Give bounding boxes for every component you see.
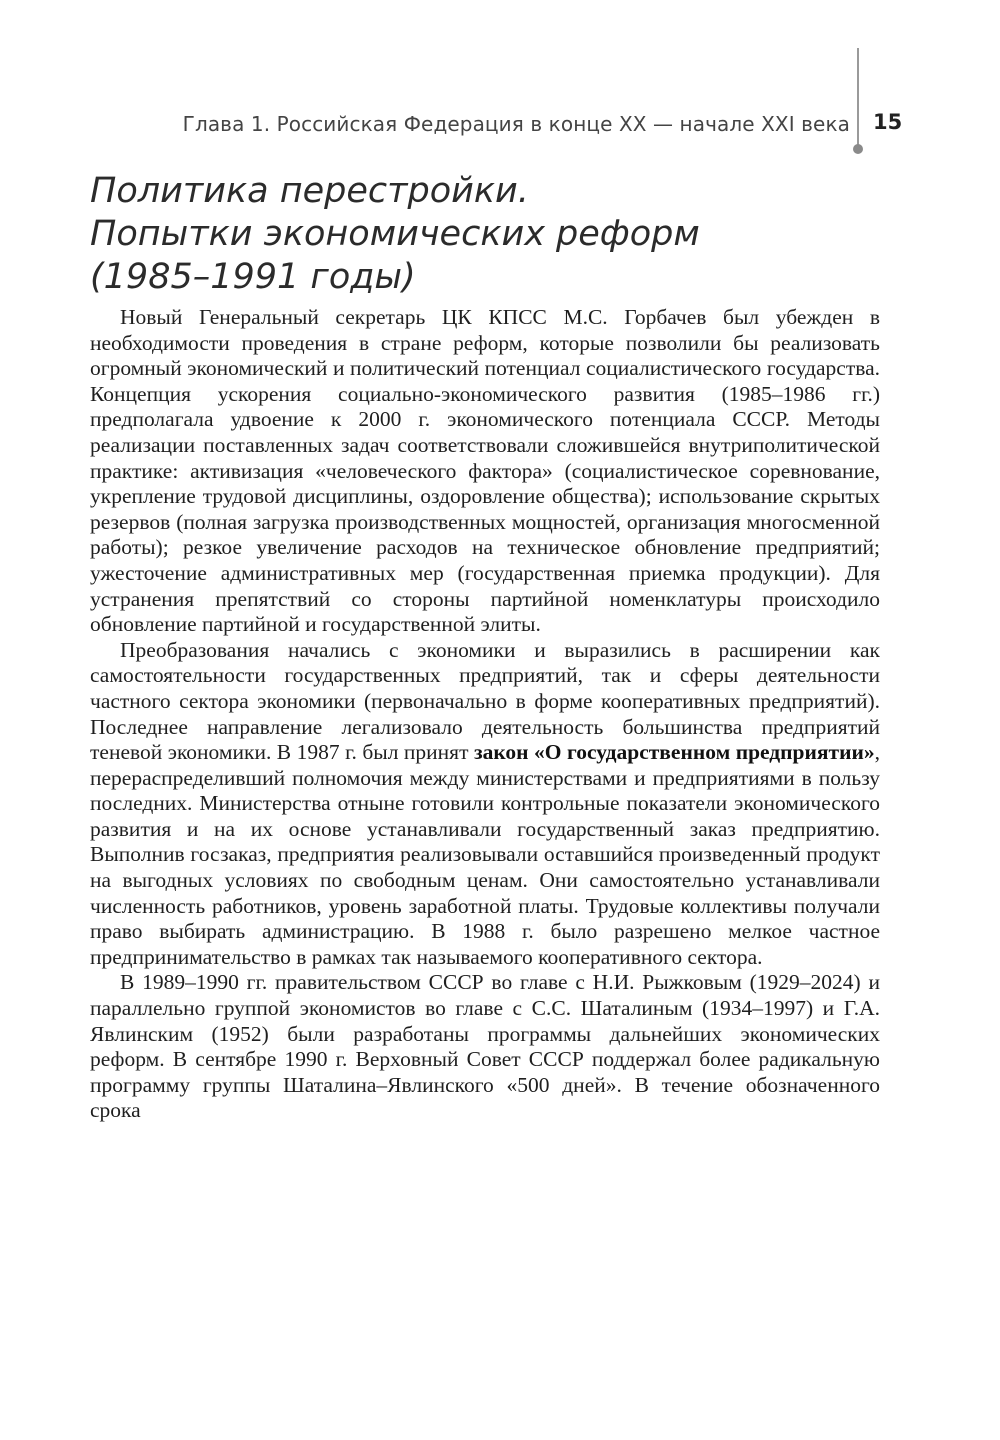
paragraph-3: В 1989–1990 гг. правительством СССР во главе с Н.И. Рыжковым (1929–2024) и параллельно группой экономистов во главе с С.С. Шаталиным (1934–1997) и Г.А. Явлинским (1952) были разработаны программы дальнейших экономических реформ. В сентябре 1990 г. Верховный Совет СССР поддержал более радикальную программу группы Шаталина–Явлинского «500 дней». В течение обозначенного срока bbox=[90, 970, 880, 1123]
paragraph-2-text-end: , перераспределивший полномочия между министерствами и предприятиями в пользу последних. Министерства отныне готовили контрольные показатели экономического развития и на их основе устанавливали государственный заказ предприятию. Выполнив госзаказ, предприятия реализовывали оставшийся произведенный продукт на выгодных условиях по свободным ценам. Они самостоятельно устанавливали численность работников, уровень заработной платы. Трудовые коллективы получали право выбирать администрацию. В 1988 г. было разрешено мелкое частное предпринимательство в рамках так называемого кооперативного сектора. bbox=[90, 740, 880, 969]
paragraph-2 bbox=[90, 638, 880, 971]
section-title-line: Политика перестройки. bbox=[90, 171, 529, 211]
law-name-emphasis: закон «О государственном предприятии» bbox=[473, 740, 875, 765]
paragraph-2-text-start: Преобразования начались с экономики и выразились в расширении как самостоятельности государственных предприятий, так и сферы деятельности частного сектора экономики (первоначально в форме кооперативных предприятий). Последнее направление легализовало деятельность большинства предприятий теневой экономики. В 1987 г. был принят bbox=[90, 637, 880, 765]
page-number: 15 bbox=[873, 110, 903, 134]
running-header-title: Глава 1. Российская Федерация в конце XX — начале XXI века bbox=[182, 112, 850, 136]
section-title-line: (1985–1991 годы) bbox=[90, 257, 416, 297]
section-title-line: Попытки экономических реформ bbox=[90, 214, 700, 254]
header-divider-dot bbox=[853, 144, 863, 154]
paragraph-1: Новый Генеральный секретарь ЦК КПСС М.С. Горбачев был убежден в необходимости проведения в стране реформ, которые позволили бы реализовать огромный экономический и политический потенциал социалистического государства. Концепция ускорения социально-экономического развития (1985–1986 гг.) предполагала удвоение к 2000 г. экономического потенциала СССР. Методы реализации поставленных задач соответствовали сложившейся внутриполитической практике: активизация «человеческого фактора» (социалистическое соревнование, укрепление трудовой дисциплины, оздоровление общества); использование скрытых резервов (полная загрузка производственных мощностей, организация многосменной работы); резкое увеличение расходов на техническое обновление предприятий; ужесточение административных мер (государственная приемка продукции). Для устранения препятствий со стороны партийной номенклатуры происходило обновление партийной и государственной элиты. bbox=[90, 305, 880, 637]
header-divider-line bbox=[857, 48, 859, 150]
section-title bbox=[90, 170, 890, 299]
body-text bbox=[90, 305, 880, 1124]
